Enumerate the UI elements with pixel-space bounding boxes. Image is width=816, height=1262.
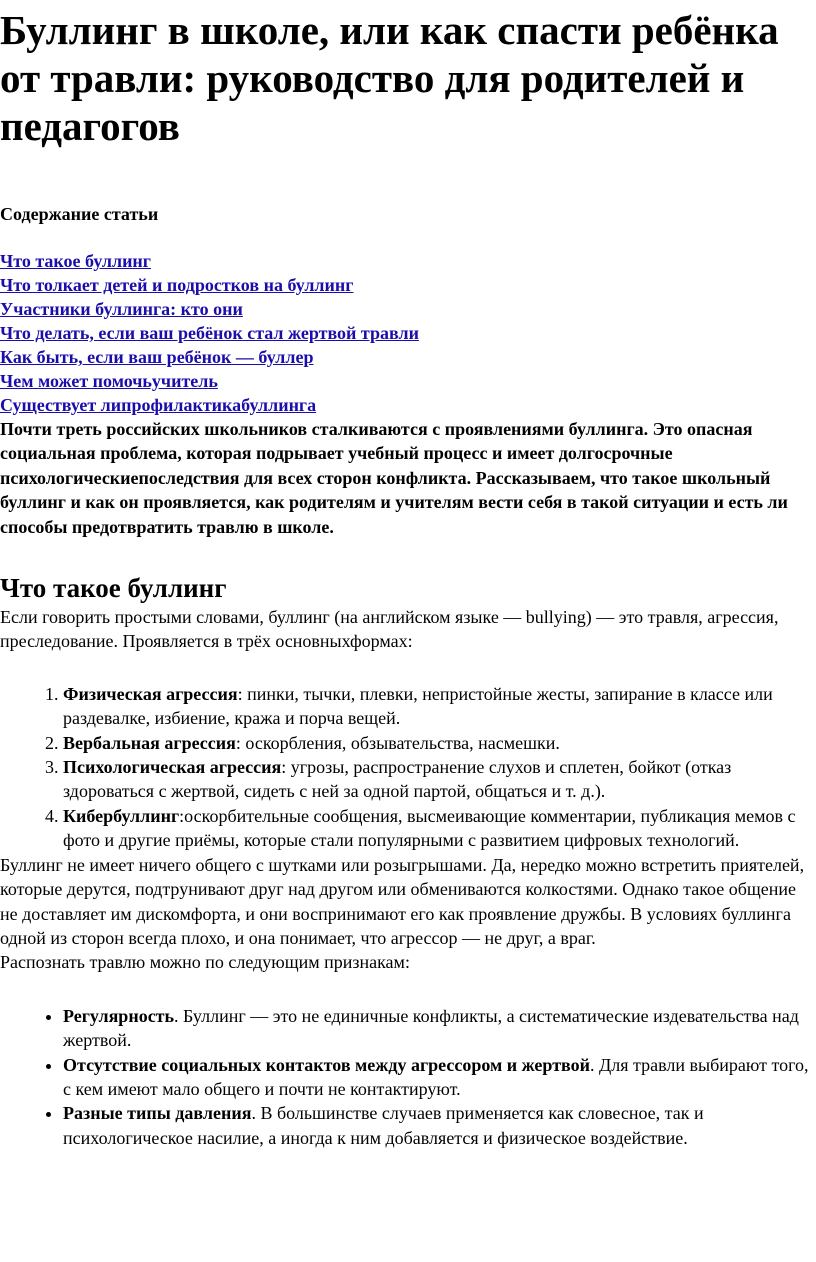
description: :оскорбительные сообщения, высмеивающие комментарии, публикация мемов с фото и другие приёмы, которые стали популярными с развитием цифровых технологий. bbox=[63, 805, 796, 851]
toc-heading: Содержание статьи bbox=[0, 204, 159, 224]
list-item bbox=[63, 731, 810, 755]
signs-intro: Распознать травлю можно по следующим признакам: bbox=[0, 952, 410, 973]
term: Разные типы давления bbox=[63, 1103, 252, 1124]
term: Регулярность bbox=[63, 1005, 175, 1026]
term: Отсутствие социальных контактов между агрессором и жертвой bbox=[63, 1054, 591, 1075]
table-of-contents bbox=[0, 249, 810, 417]
term: Кибербуллинг bbox=[63, 805, 180, 826]
toc-item bbox=[0, 321, 810, 345]
body-paragraph: Буллинг не имеет ничего общего с шутками или розыгрышами. Да, нередко можно встретить приятелей, которые дерутся, подтрунивают друг над другом или обмениваются колкостями. Однако такое общение не доставляет им дискомфорта, и они воспринимают его как проявление дружбы. В условиях буллинга одной из сторон всегда плохо, и она понимает, что агрессор — не друг, а враг. bbox=[0, 854, 805, 948]
article-title: Буллинг в школе, или как спасти ребёнка от травли: руководство для родителей и педагогов bbox=[0, 7, 779, 149]
description: : оскорбления, обзывательства, насмешки. bbox=[235, 732, 560, 753]
list-item bbox=[63, 755, 810, 804]
list-item bbox=[63, 682, 810, 731]
term: Вербальная агрессия bbox=[63, 732, 236, 753]
section-heading-what-is-bullying: Что такое буллинг bbox=[0, 573, 227, 604]
toc-link-participants[interactable]: Участники буллинга: кто они bbox=[0, 299, 243, 319]
signs-list bbox=[0, 1004, 810, 1150]
toc-link-what-is-bullying[interactable]: Что такое буллинг bbox=[0, 251, 151, 271]
toc-link-victim[interactable]: Что делать, если ваш ребёнок стал жертвой травли bbox=[0, 323, 419, 343]
toc-link-teacher[interactable]: Чем может помочьучитель bbox=[0, 371, 218, 391]
description: . Буллинг — это не единичные конфликты, а систематические издевательства над жертвой. bbox=[63, 1005, 799, 1051]
toc-item bbox=[0, 273, 810, 297]
term: Физическая агрессия bbox=[63, 683, 238, 704]
description: : угрозы, распространение слухов и сплетен, бойкот (отказ здороваться с жертвой, сидеть с ней за одной партой, общаться и т. д.). bbox=[63, 757, 732, 802]
description: . Для травли выбирают того, с кем имеют мало общего и почти не контактируют. bbox=[63, 1054, 809, 1099]
list-item bbox=[63, 1004, 810, 1053]
toc-link-causes[interactable]: Что толкает детей и подростков на буллинг bbox=[0, 275, 354, 295]
toc-item bbox=[0, 249, 810, 273]
term: Психологическая агрессия bbox=[63, 757, 282, 778]
toc-link-prevention[interactable]: Существует липрофилактикабуллинга bbox=[0, 395, 317, 415]
description: : пинки, тычки, плевки, непристойные жесты, запирание в классе или раздевалке, избиение, кража и порча вещей. bbox=[63, 683, 773, 729]
toc-item bbox=[0, 345, 810, 369]
toc-link-bully[interactable]: Как быть, если ваш ребёнок — буллер bbox=[0, 347, 314, 367]
list-item bbox=[63, 1053, 810, 1102]
toc-item bbox=[0, 393, 810, 417]
list-item bbox=[63, 1101, 810, 1150]
intro-paragraph: Если говорить простыми словами, буллинг (на английском языке — bullying) — это травля, агрессия, преследование. Проявляется в трёх основныхформах: bbox=[0, 607, 779, 652]
toc-item bbox=[0, 369, 810, 393]
description: . В большинстве случаев применяется как словесное, так и психологическое насилие, а иногда к ним добавляется и физическое воздействие. bbox=[63, 1103, 704, 1148]
lead-paragraph: Почти треть российских школьников сталкиваются с проявлениями буллинга. Это опасная социальная проблема, которая подрывает учебный процесс и имеет долгосрочные психологическиепоследствия для всех сторон конфликта. Рассказываем, что такое школьный буллинг и как он проявляется, как родителям и учителям вести себя в такой ситуации и есть ли способы предотвратить травлю в школе. bbox=[0, 419, 788, 537]
forms-list bbox=[0, 682, 810, 853]
toc-item bbox=[0, 297, 810, 321]
list-item bbox=[63, 804, 810, 853]
